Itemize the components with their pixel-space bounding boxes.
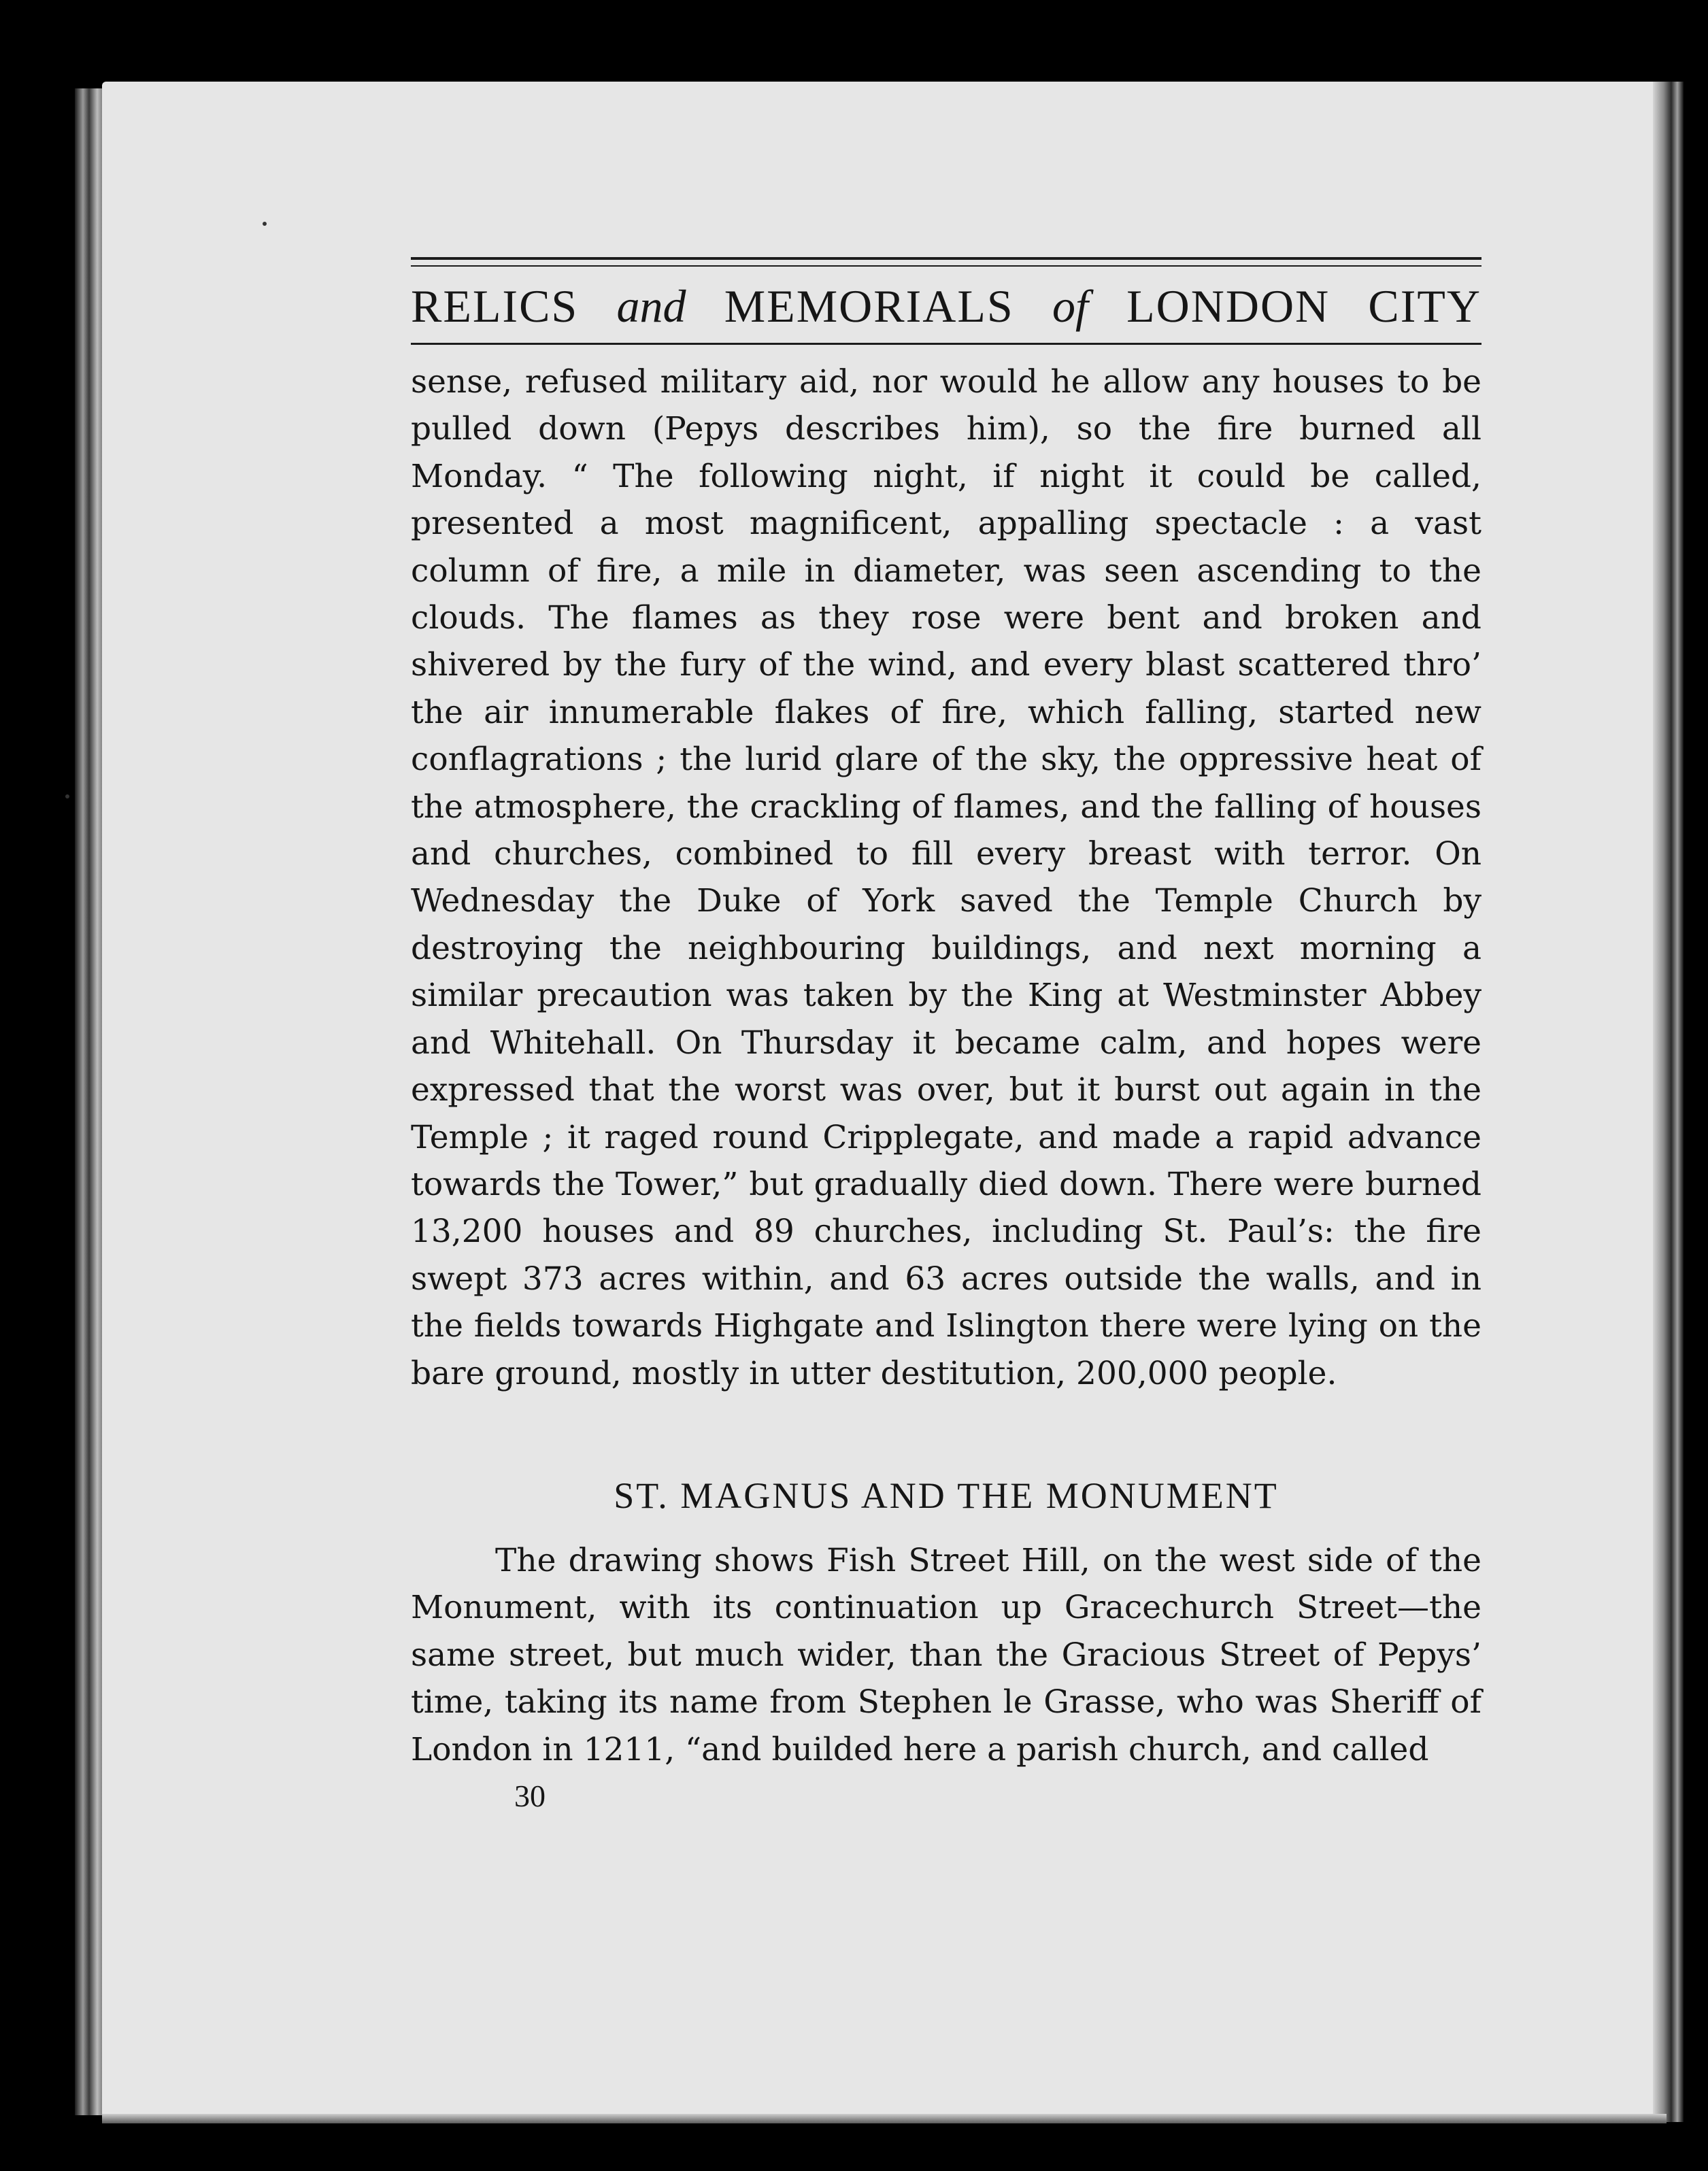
body-paragraph: sense, refused military aid, nor would he allow any houses to be pulled down (Pepys describes him), so the fire burned all Monday. “ The following night, if night it could be called, presented a most magnificent, appalling spectacle : a vast column of fire, a mile in diameter, was seen ascending to the clouds. The flames as they rose were bent and broken and shivered by the fury of the wind, and every blast scattered thro’ the air innumerable flakes of fire, which falling, started new conflagrations ; the lurid glare of the sky, the oppressive heat of the atmosphere, the crackling of flames, and the falling of houses and churches, combined to fill every breast with terror. On Wednesday the Duke of York saved the Temple Church by destroying the neighbouring buildings, and next morning a similar precaution was taken by the King at Westminster Abbey and Whitehall. On Thursday it became calm, and hopes were expressed that the worst was over, but it burst out again in the Temple ; it raged round Cripplegate, and made a rapid advance towards the Tower,” but gradually died down. There were burned 13,200 houses and 89 churches, including St. Paul’s: the fire swept 373 acres within, and 63 acres outside the walls, and in the fields towards Highgate and Islington there were lying on the bare ground, mostly in utter destitution, 200,000 people. xyxy=(411,363,1481,1392)
section-heading: ST. MAGNUS AND THE MONUMENT xyxy=(614,1475,1279,1516)
dust-speck xyxy=(65,794,69,798)
header-rule-thick xyxy=(411,257,1481,260)
running-head-and: and xyxy=(616,280,686,332)
running-head-memorials: MEMORIALS xyxy=(724,280,1014,332)
header-rule-thin xyxy=(411,265,1481,267)
book-right-edge xyxy=(1653,82,1684,2122)
page-content xyxy=(411,257,1481,1773)
page-number: 30 xyxy=(514,1779,546,1813)
book-bottom-edge xyxy=(102,2114,1667,2123)
section-paragraph: The drawing shows Fish Street Hill, on the west side of the Monument, with its continuation up Gracechurch Street—the same street, but much wider, than the Gracious Street of Pepys’ time, taking its name from Stephen le Grasse, who was Sheriff of London in 1211, “and builded here a parish church, and called xyxy=(411,1541,1481,1768)
running-head-of: of xyxy=(1052,280,1088,332)
dust-speck xyxy=(263,222,267,226)
running-head-london-city: LONDON CITY xyxy=(1126,280,1482,332)
running-head-relics: RELICS xyxy=(411,280,579,332)
header-rule-under xyxy=(411,343,1481,345)
running-head xyxy=(411,277,1481,335)
